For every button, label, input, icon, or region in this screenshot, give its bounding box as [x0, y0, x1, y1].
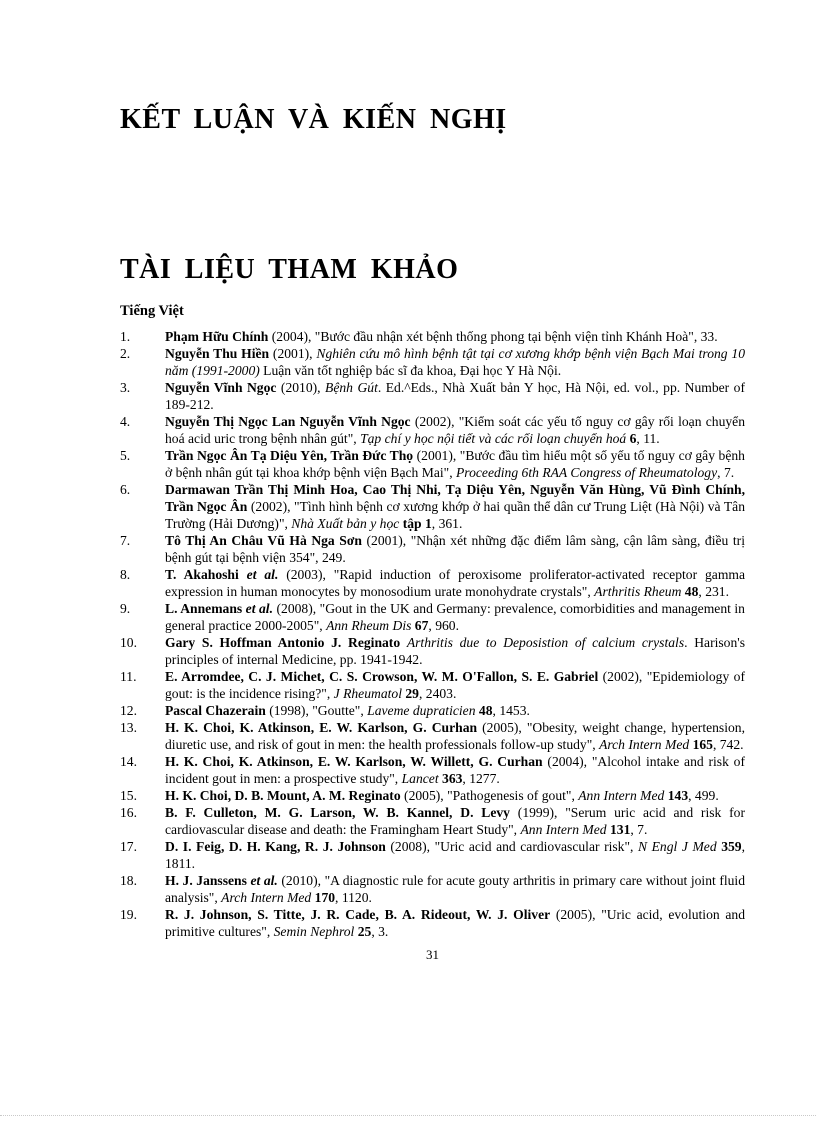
reference-number: 1.	[120, 329, 131, 344]
reference-number: 10.	[120, 635, 137, 650]
reference-number: 9.	[120, 601, 131, 616]
page-number: 31	[426, 947, 439, 962]
reference-number: 11.	[120, 669, 137, 684]
reference-text: Tô Thị An Châu Vũ Hà Nga Sơn (2001), "Nhận xét những đặc điểm lâm sàng, cận lâm sàng, điều trị bệnh gút tại bệnh viện 354", 249.	[165, 533, 745, 565]
reference-text: H. K. Choi, D. B. Mount, A. M. Reginato (2005), "Pathogenesis of gout", Ann Intern Med 143, 499.	[165, 788, 719, 803]
reference-text: B. F. Culleton, M. G. Larson, W. B. Kannel, D. Levy (1999), "Serum uric acid and risk for cardiovascular disease and death: the Framingham Heart Study", Ann Intern Med 131, 7.	[165, 805, 745, 837]
reference-text: Nguyễn Thị Ngọc Lan Nguyễn Vĩnh Ngọc (2002), "Kiểm soát các yếu tố nguy cơ gây rối loạn chuyển hoá acid uric trong bệnh nhân gút", Tạp chí y học nội tiết và các rối loạn chuyển hoá 6, 11.	[165, 414, 745, 446]
reference-text: Gary S. Hoffman Antonio J. Reginato Arthritis due to Deposistion of calcium crystals. Harison's principles of internal Medicine, pp. 1941-1942.	[165, 635, 745, 667]
reference-text: R. J. Johnson, S. Titte, J. R. Cade, B. A. Rideout, W. J. Oliver (2005), "Uric acid, evolution and primitive cultures", Semin Nephrol 25, 3.	[165, 907, 746, 939]
reference-item	[120, 872, 745, 906]
reference-number: 4.	[120, 414, 131, 429]
reference-item	[120, 566, 745, 600]
footer-dotted-rule	[0, 1115, 816, 1116]
reference-item	[120, 600, 745, 634]
reference-number: 15.	[120, 788, 137, 803]
reference-item	[120, 906, 745, 940]
reference-text: Darmawan Trần Thị Minh Hoa, Cao Thị Nhi, Tạ Diệu Yên, Nguyễn Văn Hùng, Vũ Đình Chính, Trần Ngọc Ân (2002), "Tình hình bệnh cơ xương khớp ở hai quần thể dân cư Trung Liệt (Hà Nội) và Tân Trường (Hải Dương)", Nhà Xuất bản y học tập 1, 361.	[165, 482, 745, 531]
reference-text: D. I. Feig, D. H. Kang, R. J. Johnson (2008), "Uric acid and cardiovascular risk", N Engl J Med 359, 1811.	[165, 839, 745, 871]
reference-text: H. K. Choi, K. Atkinson, E. W. Karlson, G. Curhan (2005), "Obesity, weight change, hypertension, diuretic use, and risk of gout in men: the health professionals follow-up study", Arch Intern Med 165, 742.	[165, 720, 745, 752]
reference-item	[120, 668, 745, 702]
reference-item	[120, 532, 745, 566]
reference-item	[120, 719, 745, 753]
reference-text: Nguyễn Vĩnh Ngọc (2010), Bệnh Gút. Ed.^Eds., Nhà Xuất bản Y học, Hà Nội, ed. vol., pp. Number of 189-212.	[165, 380, 745, 412]
reference-number: 12.	[120, 703, 137, 718]
reference-text: T. Akahoshi et al. (2003), "Rapid induction of peroxisome proliferator-activated receptor gamma expression in human monocytes by monosodium urate monohydrate crystals", Arthritis Rheum 48, 231.	[165, 567, 745, 599]
reference-item	[120, 787, 745, 804]
reference-number: 18.	[120, 873, 137, 888]
reference-text: H. J. Janssens et al. (2010), "A diagnostic rule for acute gouty arthritis in primary care without joint fluid analysis", Arch Intern Med 170, 1120.	[165, 873, 745, 905]
reference-text: L. Annemans et al. (2008), "Gout in the UK and Germany: prevalence, comorbidities and management in general practice 2000-2005", Ann Rheum Dis 67, 960.	[165, 601, 745, 633]
reference-number: 8.	[120, 567, 131, 582]
reference-text: Phạm Hữu Chính (2004), "Bước đầu nhận xét bệnh thống phong tại bệnh viện tỉnh Khánh Hoà", 33.	[165, 329, 718, 344]
reference-text: Pascal Chazerain (1998), "Goutte", Laveme dupraticien 48, 1453.	[165, 703, 530, 718]
reference-number: 14.	[120, 754, 137, 769]
reference-item	[120, 838, 745, 872]
reference-number: 7.	[120, 533, 131, 548]
reference-number: 5.	[120, 448, 131, 463]
reference-text: H. K. Choi, K. Atkinson, E. W. Karlson, W. Willett, G. Curhan (2004), "Alcohol intake and risk of incident gout in men: a prospective study", Lancet 363, 1277.	[165, 754, 745, 786]
reference-item	[120, 413, 745, 447]
reference-number: 16.	[120, 805, 137, 820]
references-list	[120, 328, 745, 940]
references-title: TÀI LIỆU THAM KHẢO	[120, 254, 459, 285]
reference-number: 17.	[120, 839, 137, 854]
reference-item	[120, 702, 745, 719]
reference-number: 2.	[120, 346, 131, 361]
reference-item	[120, 345, 745, 379]
reference-item	[120, 481, 745, 532]
reference-number: 3.	[120, 380, 131, 395]
page-title: KẾT LUẬN VÀ KIẾN NGHỊ	[120, 104, 507, 135]
reference-text: Trần Ngọc Ân Tạ Diệu Yên, Trần Đức Thọ (2001), "Bước đầu tìm hiểu một số yếu tố nguy cơ gây bệnh ở bệnh nhân gút tại khoa khớp bệnh viện Bạch Mai", Proceeding 6th RAA Congress of Rheumatology, 7.	[165, 448, 745, 480]
reference-item	[120, 328, 745, 345]
reference-item	[120, 753, 745, 787]
reference-number: 19.	[120, 907, 137, 922]
reference-number: 6.	[120, 482, 131, 497]
reference-item	[120, 379, 745, 413]
reference-number: 13.	[120, 720, 137, 735]
reference-item	[120, 804, 745, 838]
reference-text: Nguyễn Thu Hiền (2001), Nghiên cứu mô hình bệnh tật tại cơ xương khớp bệnh viện Bạch Mai trong 10 năm (1991-2000) Luận văn tốt nghiệp bác sĩ đa khoa, Đại học Y Hà Nội.	[165, 346, 745, 378]
section-label: Tiếng Việt	[120, 303, 184, 319]
reference-item	[120, 447, 745, 481]
reference-item	[120, 634, 745, 668]
reference-text: E. Arromdee, C. J. Michet, C. S. Crowson, W. M. O'Fallon, S. E. Gabriel (2002), "Epidemiology of gout: is the incidence rising?", J Rheumatol 29, 2403.	[165, 669, 746, 701]
